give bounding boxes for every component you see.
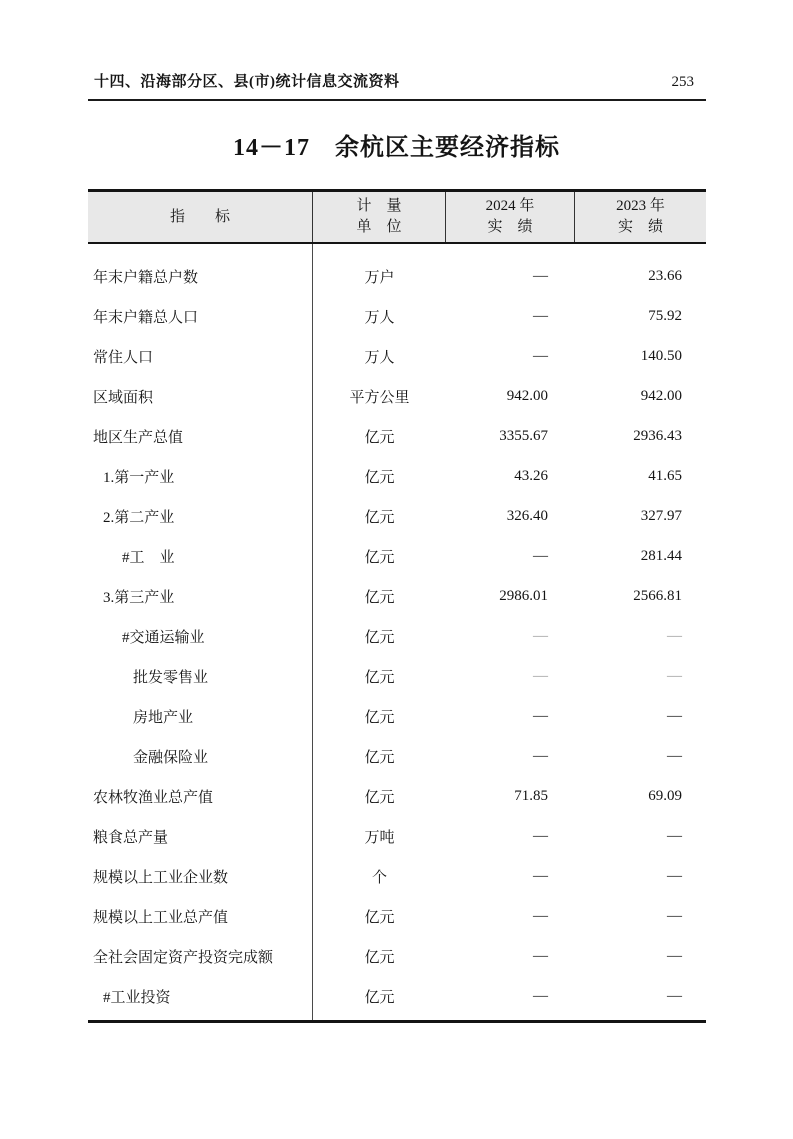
running-header-title: 十四、沿海部分区、县(市)统计信息交流资料 [94,74,400,90]
value-2024-cell: — [533,307,548,324]
indicator-cell: #工业投资 [103,989,171,1006]
indicator-cell: #工 业 [122,549,175,566]
unit-cell: 万户 [364,269,395,286]
value-2024-cell: 942.00 [506,387,548,404]
page-title: 14－17 余杭区主要经济指标 [233,135,560,161]
value-2024-cell: — [533,827,548,844]
column-header-2024-line2: 实 绩 [487,219,533,235]
value-2023-cell: — [667,947,682,964]
table-row [88,256,706,296]
value-2023-cell: — [667,987,682,1004]
table-body [88,244,706,1020]
unit-cell: 亿元 [364,589,395,606]
value-2023-cell: — [667,907,682,924]
value-2024-cell: — [533,707,548,724]
value-2023-cell: 281.44 [640,547,682,564]
column-header-indicator [88,192,313,242]
indicator-cell: 年末户籍总人口 [93,309,199,326]
table-row [88,896,706,936]
table-header-row [88,192,706,244]
value-2023-cell: 2566.81 [633,587,682,604]
value-2023-cell: 75.92 [648,307,682,324]
value-2024-cell: — [533,547,548,564]
indicator-cell: 批发零售业 [133,669,209,686]
column-header-2023-line1: 2023 年 [616,198,665,214]
value-2023-cell: 23.66 [648,267,682,284]
value-2023-cell: 41.65 [648,467,682,484]
unit-cell: 个 [371,869,387,886]
table-row [88,576,706,616]
unit-cell: 亿元 [364,469,395,486]
indicator-cell: 常住人口 [93,349,154,366]
page-number: 253 [671,74,694,90]
unit-cell: 万人 [364,349,395,366]
value-2024-cell: 2986.01 [499,587,548,604]
table-row [88,696,706,736]
indicator-cell: 区域面积 [93,389,154,406]
table-row [88,416,706,456]
table-row [88,296,706,336]
column-header-2023 [575,192,706,242]
indicator-cell: 1.第一产业 [103,469,175,486]
stat-table [88,189,706,1023]
value-2024-cell: 326.40 [506,507,548,524]
value-2024-cell: — [533,907,548,924]
table-row [88,616,706,656]
value-2024-cell: — [533,627,548,644]
indicator-cell: 房地产业 [133,709,194,726]
value-2024-cell: 43.26 [514,467,548,484]
value-2023-cell: — [667,627,682,644]
value-2024-cell: — [533,667,548,684]
table-row [88,816,706,856]
column-header-unit-line2: 单 位 [356,219,402,235]
unit-cell: 亿元 [364,949,395,966]
indicator-cell: 地区生产总值 [93,429,184,446]
unit-cell: 万吨 [364,829,395,846]
value-2024-cell: — [533,747,548,764]
value-2024-cell: — [533,347,548,364]
table-row [88,656,706,696]
value-2023-cell: 2936.43 [633,427,682,444]
indicator-cell: 2.第二产业 [103,509,175,526]
unit-cell: 万人 [364,309,395,326]
value-2023-cell: — [667,707,682,724]
column-header-unit [313,192,446,242]
unit-cell: 亿元 [364,789,395,806]
unit-cell: 平方公里 [349,389,410,406]
value-2023-cell: 140.50 [640,347,682,364]
column-header-unit-line1: 计 量 [356,198,402,214]
value-2023-cell: — [667,827,682,844]
unit-cell: 亿元 [364,989,395,1006]
indicator-cell: 农林牧渔业总产值 [93,789,214,806]
table-row [88,976,706,1016]
column-header-indicator-label: 指 标 [169,208,230,225]
unit-cell: 亿元 [364,429,395,446]
value-2024-cell: 3355.67 [499,427,548,444]
value-2023-cell: 69.09 [648,787,682,804]
indicator-cell: 规模以上工业总产值 [93,909,229,926]
value-2023-cell: 942.00 [640,387,682,404]
unit-cell: 亿元 [364,669,395,686]
table-row [88,376,706,416]
value-2023-cell: — [667,667,682,684]
column-header-2024 [446,192,575,242]
column-header-2024-line1: 2024 年 [485,198,535,214]
indicator-cell: 规模以上工业企业数 [93,869,229,886]
unit-cell: 亿元 [364,629,395,646]
unit-cell: 亿元 [364,549,395,566]
value-2023-cell: — [667,867,682,884]
unit-cell: 亿元 [364,909,395,926]
indicator-cell: #交通运输业 [122,629,205,646]
unit-cell: 亿元 [364,509,395,526]
unit-cell: 亿元 [364,709,395,726]
unit-cell: 亿元 [364,749,395,766]
value-2024-cell: — [533,267,548,284]
value-2023-cell: — [667,747,682,764]
table-row [88,496,706,536]
indicator-cell: 金融保险业 [133,749,209,766]
value-2023-cell: 327.97 [640,507,682,524]
table-row [88,856,706,896]
table-row [88,736,706,776]
indicator-cell: 全社会固定资产投资完成额 [93,949,274,966]
table-row [88,936,706,976]
value-2024-cell: — [533,947,548,964]
value-2024-cell: 71.85 [514,787,548,804]
table-row [88,336,706,376]
indicator-cell: 3.第三产业 [103,589,175,606]
indicator-cell: 年末户籍总户数 [93,269,199,286]
header-rule [88,99,706,101]
table-row [88,456,706,496]
table-row [88,536,706,576]
running-header [88,70,706,91]
column-header-2023-line2: 实 绩 [617,219,663,235]
value-2024-cell: — [533,867,548,884]
table-row [88,776,706,816]
indicator-cell: 粮食总产量 [93,829,169,846]
value-2024-cell: — [533,987,548,1004]
